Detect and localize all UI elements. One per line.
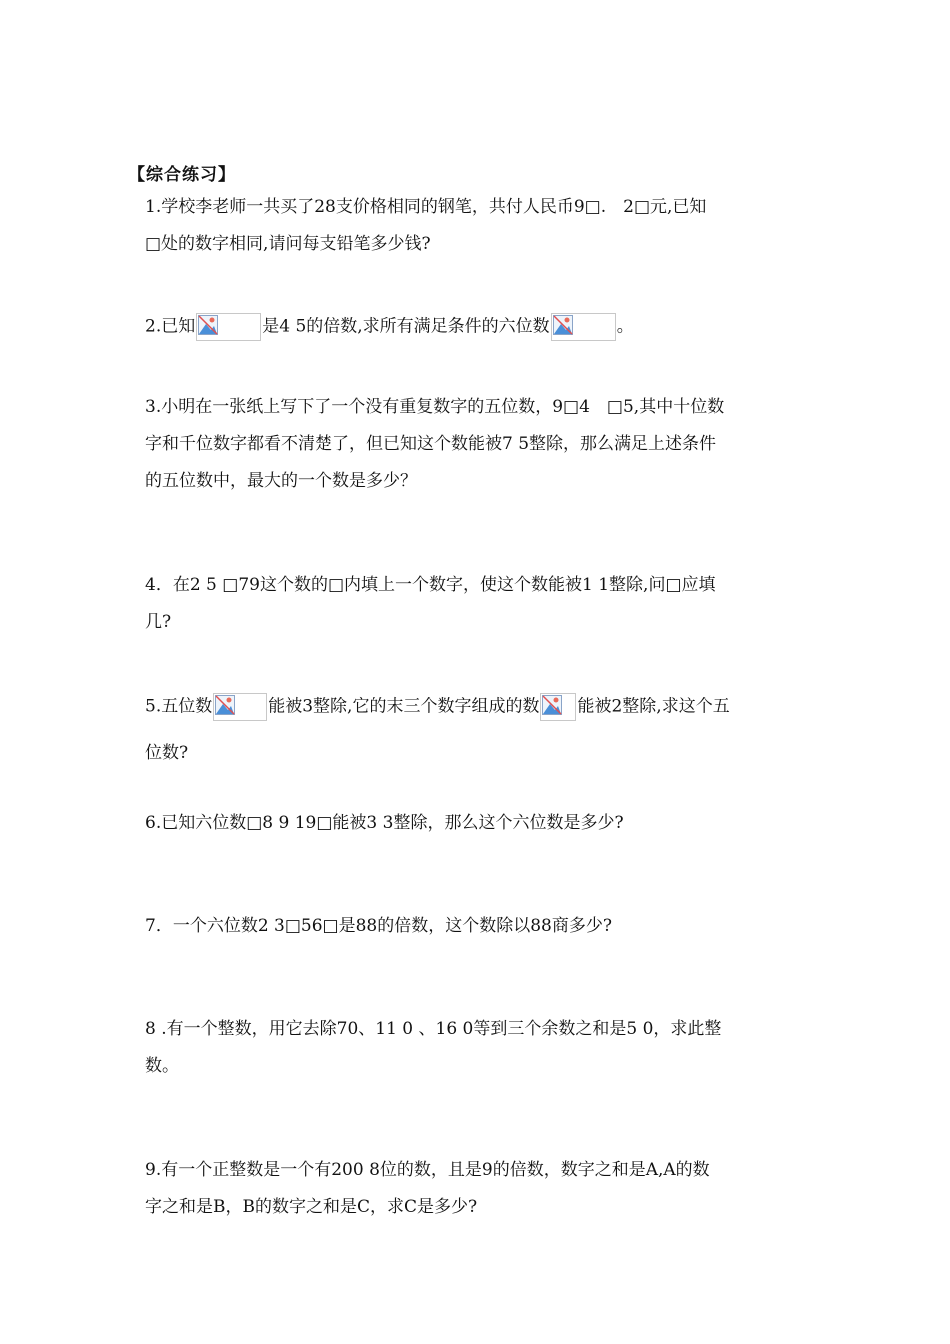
question-4-line-2: 几? xyxy=(145,612,172,632)
question-5-text-2: 能被3整除,它的末三个数字组成的数 xyxy=(268,696,540,717)
broken-image-icon xyxy=(551,313,616,341)
question-3-line-1: 3.小明在一张纸上写下了一个没有重复数字的五位数，9□4 □5,其中十位数 xyxy=(145,397,725,417)
question-2 xyxy=(145,313,825,341)
question-3-line-2: 字和千位数字都看不清楚了，但已知这个数能被7 5整除，那么满足上述条件 xyxy=(145,434,717,454)
section-heading: 【综合练习】 xyxy=(128,165,236,185)
question-7-line-1: 7．一个六位数2 3□56□是88的倍数，这个数除以88商多少? xyxy=(145,916,612,936)
broken-image-icon xyxy=(196,313,261,341)
question-4-line-1: 4．在2 5 □79这个数的□内填上一个数字，使这个数能被1 1整除,问□应填 xyxy=(145,575,716,595)
question-9-line-1: 9.有一个正整数是一个有200 8位的数，且是9的倍数，数字之和是A,A的数 xyxy=(145,1160,710,1180)
broken-image-icon xyxy=(540,693,576,721)
question-5-line-1 xyxy=(145,693,825,721)
question-2-text-1: 2.已知 xyxy=(145,316,196,337)
question-5-text-1: 5.五位数 xyxy=(145,696,213,717)
question-3-line-3: 的五位数中，最大的一个数是多少？ xyxy=(145,471,417,491)
question-8-line-1: 8 .有一个整数，用它去除70、11 0 、16 0等到三个余数之和是5 0，求此整 xyxy=(145,1019,722,1039)
question-5-line-2: 位数? xyxy=(145,743,189,763)
broken-image-icon xyxy=(213,693,267,721)
question-2-text-3: 。 xyxy=(616,316,634,337)
question-1-line-2: □处的数字相同,请问每支铅笔多少钱? xyxy=(145,234,431,254)
question-8-line-2: 数。 xyxy=(145,1056,179,1076)
question-9-line-2: 字之和是B，B的数字之和是C，求C是多少? xyxy=(145,1197,478,1217)
question-6-line-1: 6.已知六位数□8 9 19□能被3 3整除，那么这个六位数是多少? xyxy=(145,813,624,833)
question-2-text-2: 是4 5的倍数,求所有满足条件的六位数 xyxy=(262,316,550,337)
question-1-line-1: 1.学校李老师一共买了28支价格相同的钢笔，共付人民币9□. 2□元,已知 xyxy=(145,197,707,217)
question-5-text-3: 能被2整除,求这个五 xyxy=(577,696,730,717)
